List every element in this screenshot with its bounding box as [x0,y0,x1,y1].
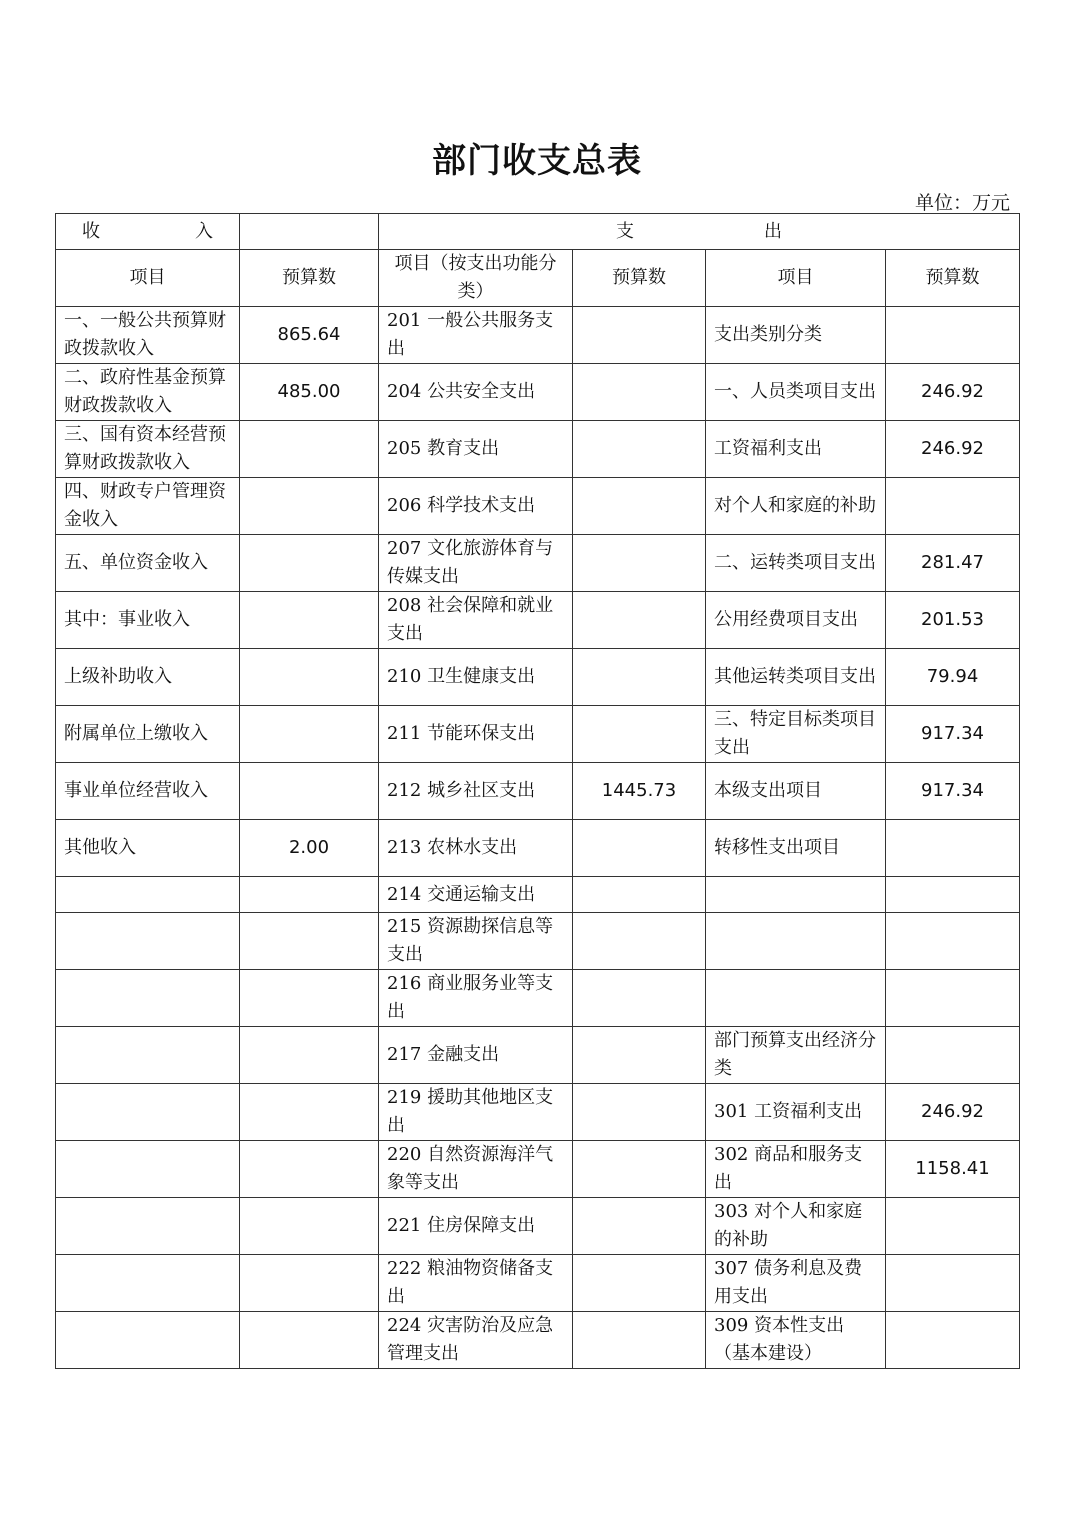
income-budget-cell [240,1027,379,1084]
table-row [56,970,1020,1027]
func-item-cell: 219 援助其他地区支出 [379,1084,573,1141]
econ-budget-cell [886,1255,1020,1312]
func-item-cell: 210 卫生健康支出 [379,649,573,706]
table-row [56,478,1020,535]
income-budget-cell [240,706,379,763]
func-budget-cell [573,1084,706,1141]
unit-label: 单位：万元 [914,192,1010,214]
col-econ-budget: 预算数 [886,250,1020,307]
col-econ-item: 项目 [706,250,886,307]
income-item-cell [56,1312,240,1369]
income-item-cell: 五、单位资金收入 [56,535,240,592]
income-budget-cell [240,1084,379,1141]
econ-budget-cell: 917.34 [886,763,1020,820]
func-item-cell: 212 城乡社区支出 [379,763,573,820]
table-row [56,820,1020,877]
table-row [56,592,1020,649]
col-income-item: 项目 [56,250,240,307]
econ-item-cell [706,970,886,1027]
table-row [56,763,1020,820]
income-budget-cell [240,478,379,535]
income-item-cell: 其中：事业收入 [56,592,240,649]
table-row [56,913,1020,970]
econ-item-cell: 一、人员类项目支出 [706,364,886,421]
econ-budget-cell [886,877,1020,913]
econ-budget-cell [886,1198,1020,1255]
col-func-item: 项目（按支出功能分类） [379,250,573,307]
income-item-cell [56,1198,240,1255]
econ-item-cell [706,913,886,970]
func-budget-cell [573,592,706,649]
table-row [56,649,1020,706]
econ-item-cell: 二、运转类项目支出 [706,535,886,592]
income-budget-cell [240,970,379,1027]
econ-item-cell: 转移性支出项目 [706,820,886,877]
func-item-cell: 207 文化旅游体育与传媒支出 [379,535,573,592]
col-func-budget: 预算数 [573,250,706,307]
econ-budget-cell [886,820,1020,877]
income-item-cell [56,970,240,1027]
func-budget-cell [573,1312,706,1369]
budget-table [55,213,1020,1369]
expense-header-char-1: 支 [616,220,634,242]
func-budget-cell [573,649,706,706]
expense-header-char-2: 出 [764,220,782,242]
econ-item-cell: 三、特定目标类项目支出 [706,706,886,763]
table-row [56,535,1020,592]
econ-budget-cell: 246.92 [886,1084,1020,1141]
income-budget-cell [240,649,379,706]
income-budget-cell [240,1141,379,1198]
table-row [56,1198,1020,1255]
econ-budget-cell [886,1027,1020,1084]
income-budget-cell [240,421,379,478]
func-budget-cell [573,913,706,970]
econ-budget-cell [886,478,1020,535]
func-item-cell: 201 一般公共服务支出 [379,307,573,364]
econ-item-cell: 303 对个人和家庭的补助 [706,1198,886,1255]
income-budget-cell [240,1255,379,1312]
func-item-cell: 214 交通运输支出 [379,877,573,913]
table-row [56,706,1020,763]
func-budget-cell [573,307,706,364]
econ-budget-cell [886,913,1020,970]
header-row-columns [56,250,1020,307]
page-title: 部门收支总表 [432,141,642,181]
func-item-cell: 222 粮油物资储备支出 [379,1255,573,1312]
econ-item-cell: 本级支出项目 [706,763,886,820]
econ-budget-cell: 246.92 [886,421,1020,478]
income-header [56,214,240,250]
func-item-cell: 205 教育支出 [379,421,573,478]
func-item-cell: 211 节能环保支出 [379,706,573,763]
income-item-cell: 四、财政专户管理资金收入 [56,478,240,535]
econ-budget-cell: 1158.41 [886,1141,1020,1198]
income-item-cell: 事业单位经营收入 [56,763,240,820]
income-item-cell [56,1141,240,1198]
income-budget-cell [240,877,379,913]
table-row [56,877,1020,913]
econ-budget-cell: 281.47 [886,535,1020,592]
table-row [56,1027,1020,1084]
income-item-cell [56,1084,240,1141]
func-budget-cell [573,535,706,592]
func-budget-cell [573,1255,706,1312]
econ-item-cell: 309 资本性支出（基本建设） [706,1312,886,1369]
income-item-cell: 一、一般公共预算财政拨款收入 [56,307,240,364]
econ-item-cell [706,877,886,913]
income-item-cell [56,877,240,913]
func-item-cell: 224 灾害防治及应急管理支出 [379,1312,573,1369]
income-budget-cell [240,763,379,820]
func-budget-cell [573,478,706,535]
func-item-cell: 215 资源勘探信息等支出 [379,913,573,970]
func-item-cell: 206 科学技术支出 [379,478,573,535]
econ-item-cell: 307 债务利息及费用支出 [706,1255,886,1312]
func-item-cell: 213 农林水支出 [379,820,573,877]
income-item-cell: 其他收入 [56,820,240,877]
econ-budget-cell: 79.94 [886,649,1020,706]
func-budget-cell [573,970,706,1027]
table-row [56,307,1020,364]
income-header-char-2: 入 [195,220,213,242]
func-budget-cell [573,364,706,421]
income-budget-cell [240,535,379,592]
income-item-cell [56,1255,240,1312]
income-item-cell: 上级补助收入 [56,649,240,706]
econ-item-cell: 301 工资福利支出 [706,1084,886,1141]
func-item-cell: 204 公共安全支出 [379,364,573,421]
income-budget-cell [240,913,379,970]
func-item-cell: 216 商业服务业等支出 [379,970,573,1027]
table-row [56,1255,1020,1312]
income-budget-cell [240,1198,379,1255]
econ-item-cell: 对个人和家庭的补助 [706,478,886,535]
income-item-cell: 二、政府性基金预算财政拨款收入 [56,364,240,421]
income-budget-cell: 485.00 [240,364,379,421]
income-budget-cell [240,1312,379,1369]
func-budget-cell [573,1198,706,1255]
table-row [56,1141,1020,1198]
econ-budget-cell [886,970,1020,1027]
table-row [56,1084,1020,1141]
econ-budget-cell: 201.53 [886,592,1020,649]
income-item-cell [56,913,240,970]
func-budget-cell [573,820,706,877]
income-item-cell: 三、国有资本经营预算财政拨款收入 [56,421,240,478]
econ-item-cell: 公用经费项目支出 [706,592,886,649]
econ-budget-cell: 917.34 [886,706,1020,763]
func-budget-cell: 1445.73 [573,763,706,820]
func-item-cell: 208 社会保障和就业支出 [379,592,573,649]
econ-item-cell: 支出类别分类 [706,307,886,364]
func-budget-cell [573,877,706,913]
func-item-cell: 220 自然资源海洋气象等支出 [379,1141,573,1198]
func-item-cell: 221 住房保障支出 [379,1198,573,1255]
table-row [56,421,1020,478]
income-budget-cell: 865.64 [240,307,379,364]
income-header-blank [240,214,379,250]
econ-budget-cell [886,1312,1020,1369]
econ-budget-cell [886,307,1020,364]
func-item-cell: 217 金融支出 [379,1027,573,1084]
func-budget-cell [573,706,706,763]
table-row [56,364,1020,421]
econ-item-cell: 302 商品和服务支出 [706,1141,886,1198]
econ-item-cell: 部门预算支出经济分类 [706,1027,886,1084]
col-income-budget: 预算数 [240,250,379,307]
income-item-cell: 附属单位上缴收入 [56,706,240,763]
econ-item-cell: 其他运转类项目支出 [706,649,886,706]
header-row-group [56,214,1020,250]
income-budget-cell [240,592,379,649]
table-row [56,1312,1020,1369]
econ-budget-cell: 246.92 [886,364,1020,421]
income-header-char-1: 收 [82,220,100,242]
func-budget-cell [573,421,706,478]
func-budget-cell [573,1141,706,1198]
income-budget-cell: 2.00 [240,820,379,877]
econ-item-cell: 工资福利支出 [706,421,886,478]
income-item-cell [56,1027,240,1084]
func-budget-cell [573,1027,706,1084]
expense-header [379,214,1020,250]
